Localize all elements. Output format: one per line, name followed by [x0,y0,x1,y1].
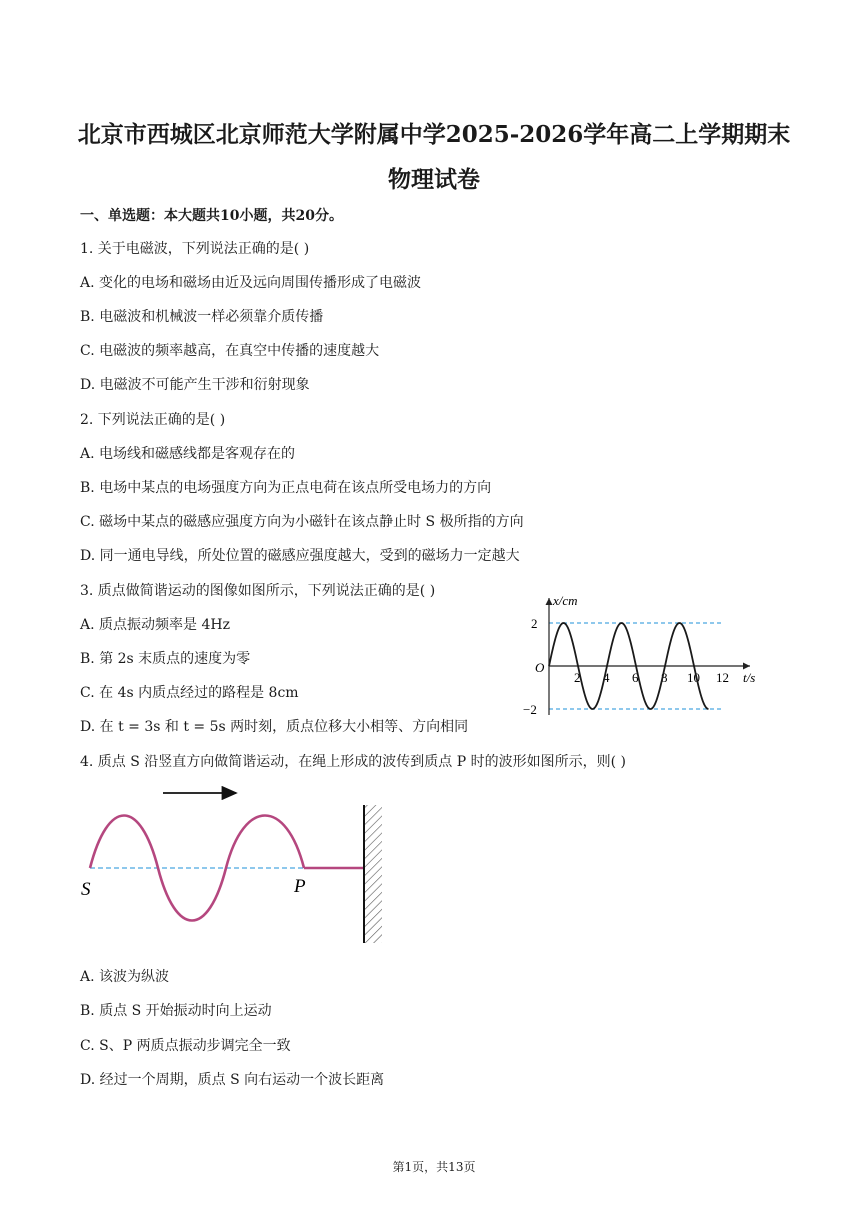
q4-option-c: C. S、P 两质点振动步调完全一致 [80,1038,291,1054]
q3-option-b: B. 第 2s 末质点的速度为零 [80,651,251,667]
oscillation-graph [515,590,775,720]
q4-option-b: B. 质点 S 开始振动时向上运动 [80,1003,272,1019]
q3-option-a: A. 质点振动频率是 4Hz [80,617,230,633]
q2-option-c: C. 磁场中某点的磁感应强度方向为小磁针在该点静止时 S 极所指的方向 [80,514,524,530]
q3-stem: 3. 质点做简谐运动的图像如图所示，下列说法正确的是( ) [80,583,436,599]
q2-option-a: A. 电场线和磁感线都是客观存在的 [80,446,296,462]
q1-option-a: A. 变化的电场和磁场由近及远向周围传播形成了电磁波 [80,275,422,291]
y-tick-label-bottom: −2 [523,702,537,717]
label-s: S [81,879,91,900]
y-tick-label-top: 2 [531,616,538,631]
q1-option-c: C. 电磁波的频率越高，在真空中传播的速度越大 [80,343,380,359]
x-tick-label-10: 10 [687,670,700,685]
x-tick-label-4: 4 [603,670,610,685]
section-heading: 一、单选题：本大题共10小题，共20分。 [80,208,343,224]
q3-option-d: D. 在 t = 3s 和 t = 5s 两时刻，质点位移大小相等、方向相同 [80,719,469,735]
q1-option-b: B. 电磁波和机械波一样必须靠介质传播 [80,309,324,325]
label-p: P [294,876,306,897]
title-line-2: 物理试卷 [388,166,480,193]
q4-stem: 4. 质点 S 沿竖直方向做简谐运动，在绳上形成的波传到质点 P 时的波形如图所示，则( ) [80,754,626,770]
wave-diagram [78,780,398,950]
y-axis-label: x/cm [553,593,578,608]
q4-option-a: A. 该波为纵波 [80,969,170,985]
q4-option-d: D. 经过一个周期，质点 S 向右运动一个波长距离 [80,1072,385,1088]
title-line-1: 北京市西城区北京师范大学附属中学2025-2026学年高二上学期期末 [77,121,791,148]
wall-hatch [364,805,382,943]
q2-option-b: B. 电场中某点的电场强度方向为正点电荷在该点所受电场力的方向 [80,480,492,496]
q2-option-d: D. 同一通电导线，所处位置的磁感应强度越大，受到的磁场力一定越大 [80,548,520,564]
x-tick-label-2: 2 [574,670,581,685]
q1-stem: 1. 关于电磁波，下列说法正确的是( ) [80,241,310,257]
q2-stem: 2. 下列说法正确的是( ) [80,412,226,428]
x-axis-label: t/s [743,670,756,685]
page-footer: 第1页，共13页 [392,1160,476,1174]
origin-label: O [535,660,545,675]
q3-option-c: C. 在 4s 内质点经过的路程是 8cm [80,685,299,701]
x-tick-label-12: 12 [716,670,729,685]
x-tick-label-8: 8 [661,670,668,685]
x-tick-label-6: 6 [632,670,639,685]
q1-option-d: D. 电磁波不可能产生干涉和衍射现象 [80,377,310,393]
